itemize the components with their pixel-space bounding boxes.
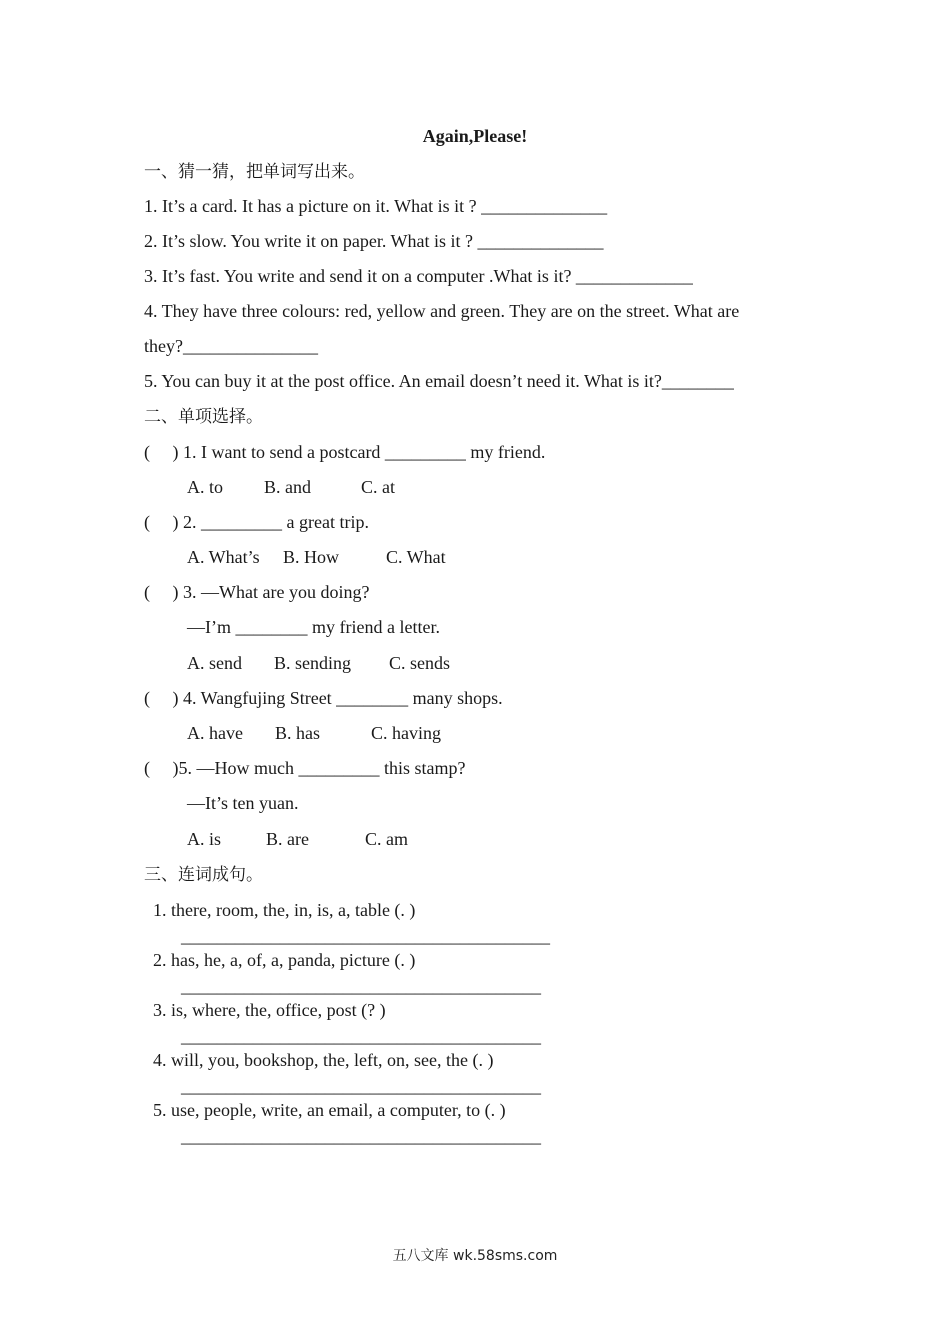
section1-item-1: 1. It’s a card. It has a picture on it. What is it ? ______________ bbox=[144, 196, 608, 216]
page-title: Again,Please! bbox=[422, 126, 528, 146]
section3-item-5-answer-line[interactable]: ________________________________________ bbox=[181, 1126, 541, 1146]
question-5-option-b: B. are bbox=[266, 829, 309, 849]
question-5-option-a: A. is bbox=[187, 829, 222, 849]
question-2-option-c: C. What bbox=[386, 547, 446, 567]
question-3-option-b: B. sending bbox=[274, 653, 352, 673]
question-1-stem: ( ) 1. I want to send a postcard _________ my friend. bbox=[144, 442, 546, 462]
section1-item-3: 3. It’s fast. You write and send it on a computer .What is it? _____________ bbox=[144, 266, 693, 286]
question-3-stem: ( ) 3. —What are you doing? bbox=[144, 582, 370, 602]
section1-item-2: 2. It’s slow. You write it on paper. What is it ? ______________ bbox=[144, 231, 604, 251]
section1-item-4-cont: they?_______________ bbox=[144, 336, 318, 356]
section3-item-4-answer-line[interactable]: ________________________________________ bbox=[181, 1076, 541, 1096]
section3-item-3-prompt: 3. is, where, the, office, post (? ) bbox=[153, 1000, 386, 1020]
question-5-sub: —It’s ten yuan. bbox=[187, 793, 299, 813]
question-2-stem: ( ) 2. _________ a great trip. bbox=[144, 512, 369, 532]
section3-item-5-prompt: 5. use, people, write, an email, a computer, to (. ) bbox=[153, 1100, 506, 1120]
question-3-option-a: A. send bbox=[187, 653, 242, 673]
section3-heading: 三、连词成句。 bbox=[144, 865, 263, 885]
question-5-stem: ( )5. —How much _________ this stamp? bbox=[144, 758, 466, 778]
question-1-option-a: A. to bbox=[187, 477, 223, 497]
question-4-option-a: A. have bbox=[187, 723, 243, 743]
question-4-option-b: B. has bbox=[275, 723, 320, 743]
section3-item-3-answer-line[interactable]: ________________________________________ bbox=[181, 1026, 541, 1046]
section1-heading: 一、猜一猜，把单词写出来。 bbox=[144, 162, 365, 182]
question-1-option-b: B. and bbox=[264, 477, 311, 497]
question-3-option-c: C. sends bbox=[389, 653, 451, 673]
question-2-option-a: A. What’s bbox=[187, 547, 260, 567]
footer-watermark: 五八文库 wk.58sms.com bbox=[392, 1248, 558, 1264]
section3-item-2-prompt: 2. has, he, a, of, a, panda, picture (. ) bbox=[153, 950, 416, 970]
section2-heading: 二、单项选择。 bbox=[144, 407, 263, 427]
question-3-sub: —I’m ________ my friend a letter. bbox=[187, 617, 440, 637]
question-4-option-c: C. having bbox=[371, 723, 441, 743]
section3-item-2-answer-line[interactable]: ________________________________________ bbox=[181, 976, 541, 996]
section1-item-5: 5. You can buy it at the post office. An email doesn’t need it. What is it?________ bbox=[144, 371, 734, 391]
section3-item-1-answer-line[interactable]: _________________________________________ bbox=[181, 926, 550, 946]
section3-item-4-prompt: 4. will, you, bookshop, the, left, on, see, the (. ) bbox=[153, 1050, 494, 1070]
section3-item-1-prompt: 1. there, room, the, in, is, a, table (. ) bbox=[153, 900, 416, 920]
section1-item-4: 4. They have three colours: red, yellow and green. They are on the street. What are bbox=[144, 301, 740, 321]
question-1-option-c: C. at bbox=[361, 477, 395, 497]
question-5-option-c: C. am bbox=[365, 829, 408, 849]
question-4-stem: ( ) 4. Wangfujing Street ________ many shops. bbox=[144, 688, 503, 708]
question-2-option-b: B. How bbox=[283, 547, 340, 567]
